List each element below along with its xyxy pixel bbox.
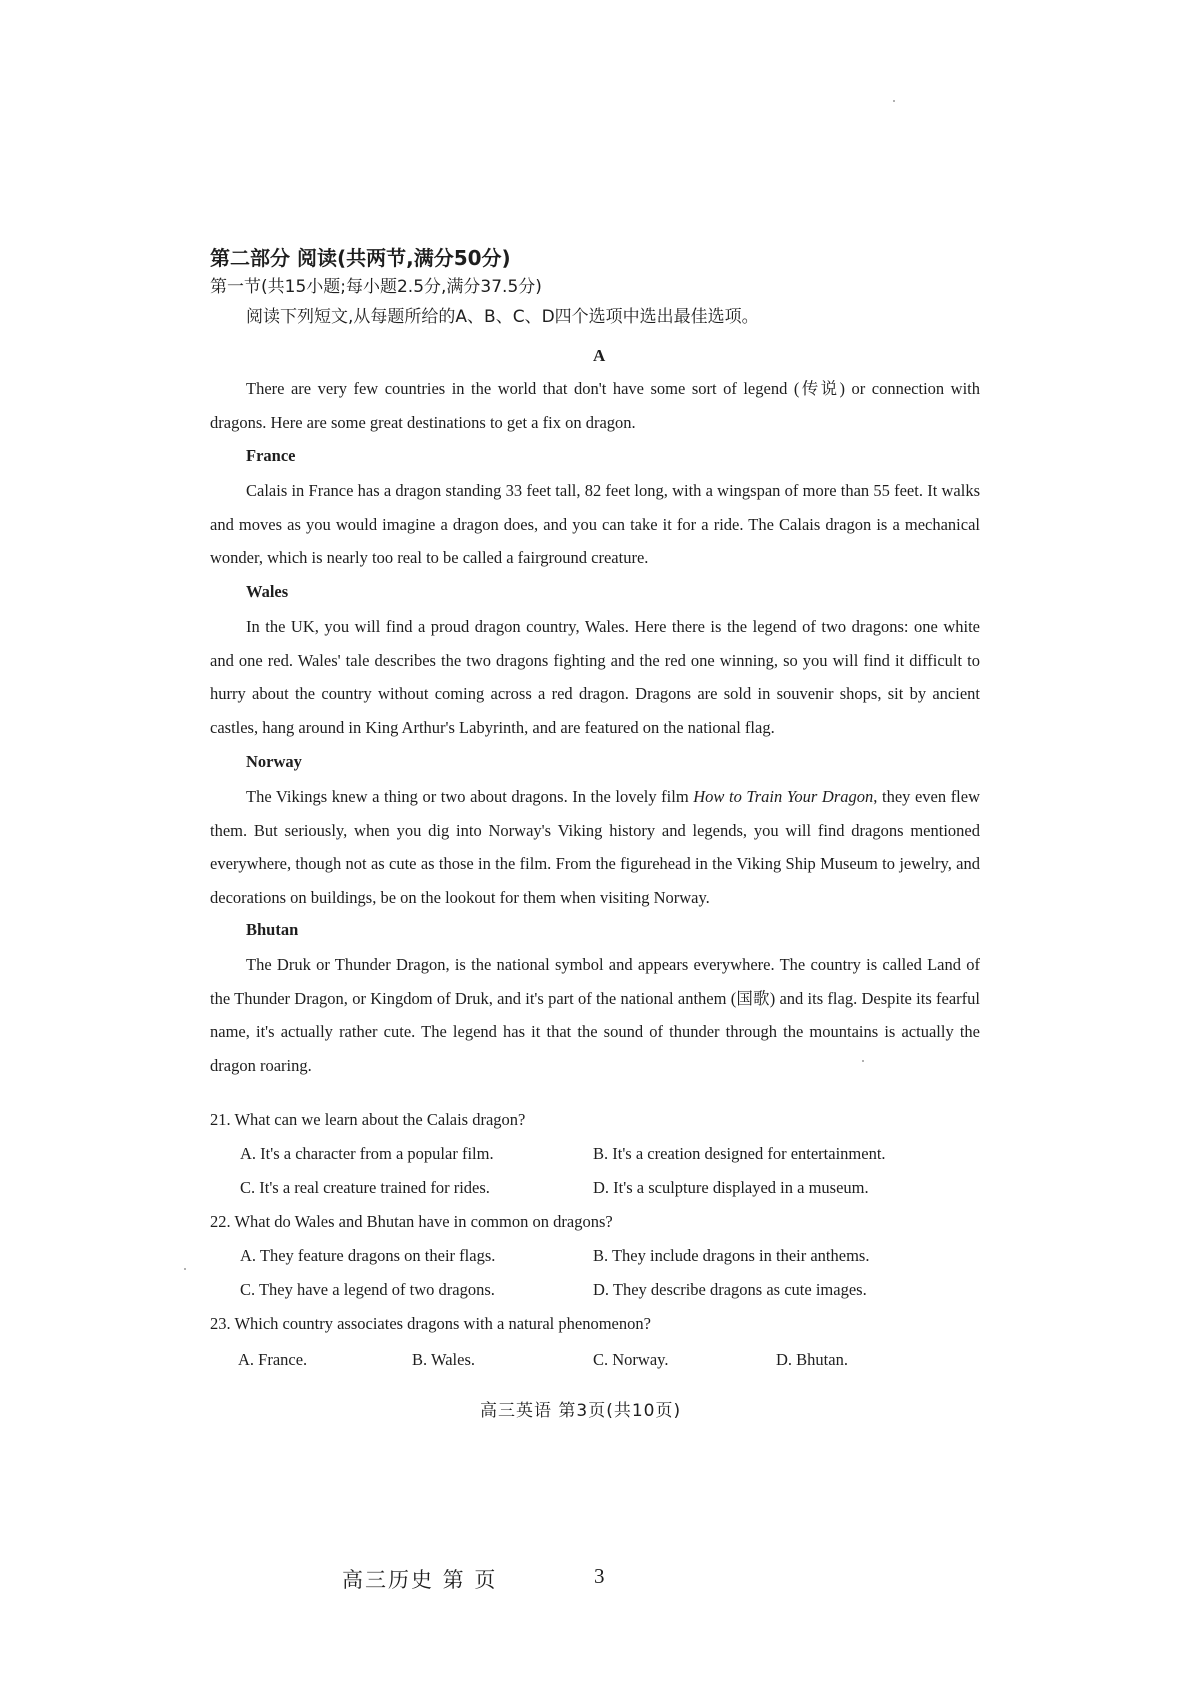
- question-23-stem: 23. Which country associates dragons with a natural phenomenon?: [210, 1314, 651, 1333]
- heading-france: France: [246, 446, 296, 465]
- heading-wales: Wales: [246, 582, 289, 601]
- scan-speck: [893, 100, 895, 102]
- paragraph-norway: [210, 780, 980, 914]
- question-23-option-a: A. France.: [238, 1350, 308, 1369]
- question-23-option-b: B. Wales.: [412, 1350, 475, 1369]
- bottom-label: 高三历史 第 页: [342, 1568, 498, 1592]
- scan-speck: [184, 1268, 186, 1270]
- paragraph-france: Calais in France has a dragon standing 33 feet tall, 82 feet long, with a wingspan of more than 55 feet. It walks and moves as you would imagine a dragon does, and you can take it for a ride. The Calais dragon is a mechanical wonder, which is nearly too real to be called a fairground creature.: [210, 481, 980, 567]
- question-23-option-c: C. Norway.: [593, 1350, 669, 1369]
- question-21-stem: 21. What can we learn about the Calais dragon?: [210, 1110, 526, 1129]
- question-22-option-d: D. They describe dragons as cute images.: [593, 1280, 867, 1299]
- heading-norway: Norway: [246, 752, 302, 771]
- bottom-page-number: 3: [594, 1564, 605, 1588]
- section-title: 第二部分 阅读(共两节,满分50分): [210, 246, 511, 270]
- passage-intro: There are very few countries in the world that don't have some sort of legend (传说) or connection with dragons. Here are some great destinations to get a fix on dragon.: [210, 379, 980, 432]
- film-title: How to Train Your Dragon: [693, 787, 874, 806]
- question-21-option-b: B. It's a creation designed for entertainment.: [593, 1144, 886, 1163]
- question-21-option-a: A. It's a character from a popular film.: [240, 1144, 494, 1163]
- page-footer: 高三英语 第3页(共10页): [480, 1401, 682, 1421]
- question-22-stem: 22. What do Wales and Bhutan have in common on dragons?: [210, 1212, 613, 1231]
- instruction-text: 阅读下列短文,从每题所给的A、B、C、D四个选项中选出最佳选项。: [246, 307, 759, 327]
- paragraph-bhutan: The Druk or Thunder Dragon, is the national symbol and appears everywhere. The country is called Land of the Thunder Dragon, or Kingdom of Druk, and it's part of the national anthem (国歌) and its flag. Despite its fearful name, it's actually rather cute. The legend has it that the sound of thunder through the mountains is actually the dragon roaring.: [210, 955, 980, 1075]
- subsection-title: 第一节(共15小题;每小题2.5分,满分37.5分): [210, 277, 542, 297]
- heading-bhutan: Bhutan: [246, 920, 299, 939]
- norway-text-after: , they even flew them. But seriously, when you dig into Norway's Viking history and legends, you will find dragons mentioned everywhere, though not as cute as those in the film. From the figurehead in the Viking Ship Museum to jewelry, and decorations on buildings, be on the lookout for them when visiting Norway.: [210, 787, 981, 907]
- question-22-option-a: A. They feature dragons on their flags.: [240, 1246, 496, 1265]
- norway-text-before: The Vikings knew a thing or two about dragons. In the lovely film: [246, 787, 694, 806]
- question-22-option-b: B. They include dragons in their anthems.: [593, 1246, 870, 1265]
- question-22-option-c: C. They have a legend of two dragons.: [240, 1280, 495, 1299]
- question-23-option-d: D. Bhutan.: [776, 1350, 848, 1369]
- question-21-option-d: D. It's a sculpture displayed in a museum.: [593, 1178, 869, 1197]
- question-21-option-c: C. It's a real creature trained for rides.: [240, 1178, 490, 1197]
- scan-speck: [862, 1060, 864, 1062]
- passage-label: A: [593, 346, 606, 365]
- paragraph-wales: In the UK, you will find a proud dragon country, Wales. Here there is the legend of two dragons: one white and one red. Wales' tale describes the two dragons fighting and the red one winning, so you will find it difficult to hurry about the country without coming across a red dragon. Dragons are sold in souvenir shops, sit by ancient castles, hang around in King Arthur's Labyrinth, and are featured on the national flag.: [210, 617, 980, 737]
